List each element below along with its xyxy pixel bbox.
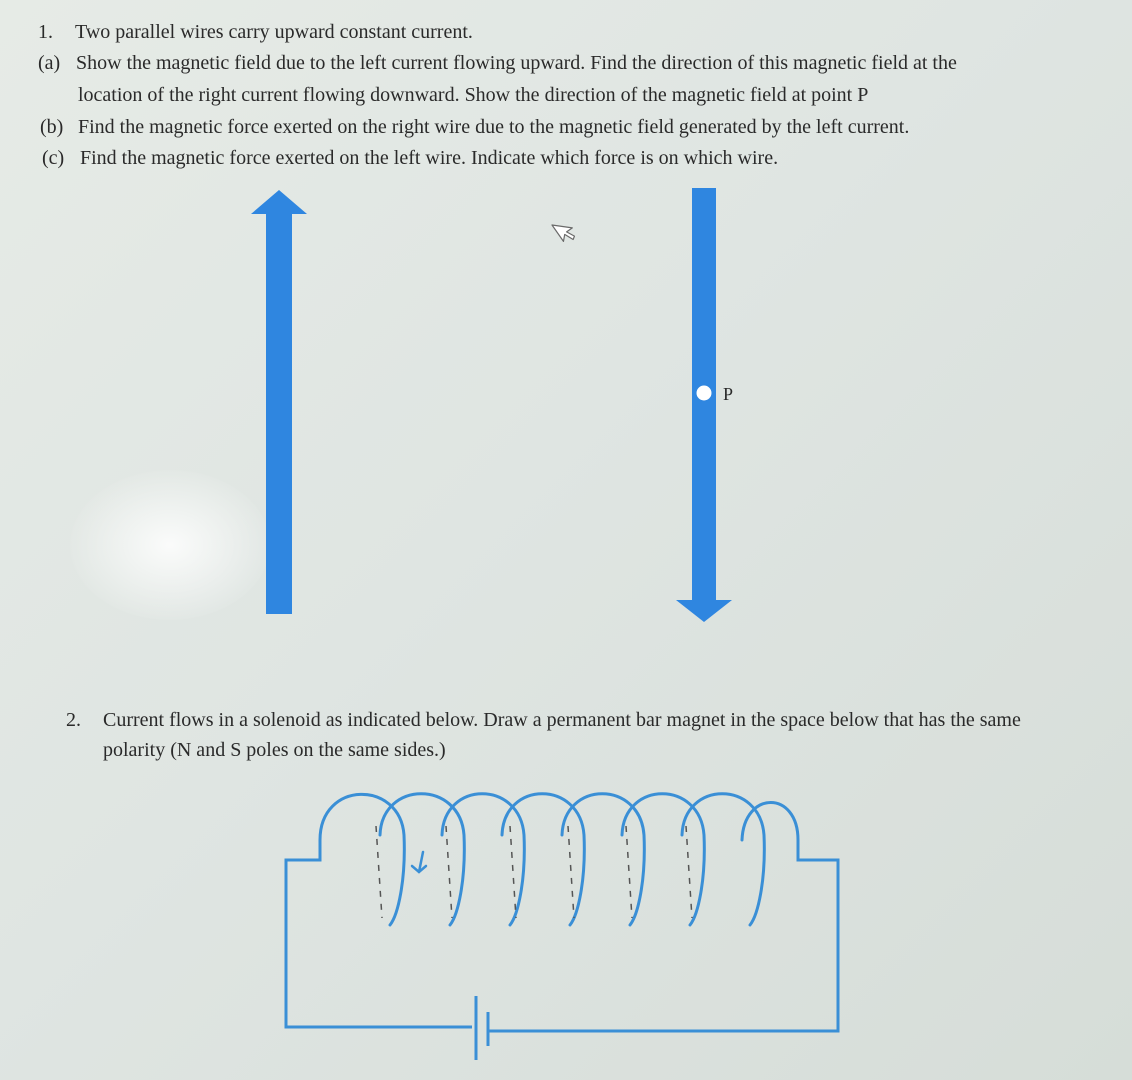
battery-icon [476,996,488,1060]
part-a-line-2: location of the right current flowing downward. Show the direction of the magnetic field at point P [78,84,869,106]
solenoid-circuit [286,840,838,1031]
part-b-label: (b) [40,116,64,138]
question-1-number: 1. [38,21,53,43]
part-c-text: Find the magnetic force exerted on the left wire. Indicate which force is on which wire. [80,147,779,169]
part-a-line-1: Show the magnetic field due to the left current flowing upward. Find the direction of this magnetic field at the [76,52,957,74]
left-wire-upward [251,190,307,614]
solenoid-coil [320,794,798,925]
mouse-cursor-icon [552,216,578,244]
part-a-label: (a) [38,52,61,74]
point-p-label: P [723,384,734,404]
part-c-label: (c) [42,147,65,169]
point-p-marker [697,386,711,400]
question-2-line-2: polarity (N and S poles on the same sides.) [103,739,446,761]
right-wire-downward [676,188,732,622]
part-b-text: Find the magnetic force exerted on the right wire due to the magnetic field generated by the left current. [78,116,910,138]
question-1-stem: Two parallel wires carry upward constant current. [75,21,473,43]
question-2-number: 2. [66,709,81,731]
question-2-line-1: Current flows in a solenoid as indicated below. Draw a permanent bar magnet in the space below that has the same [103,709,1021,731]
current-direction-arrow-icon [412,852,426,872]
